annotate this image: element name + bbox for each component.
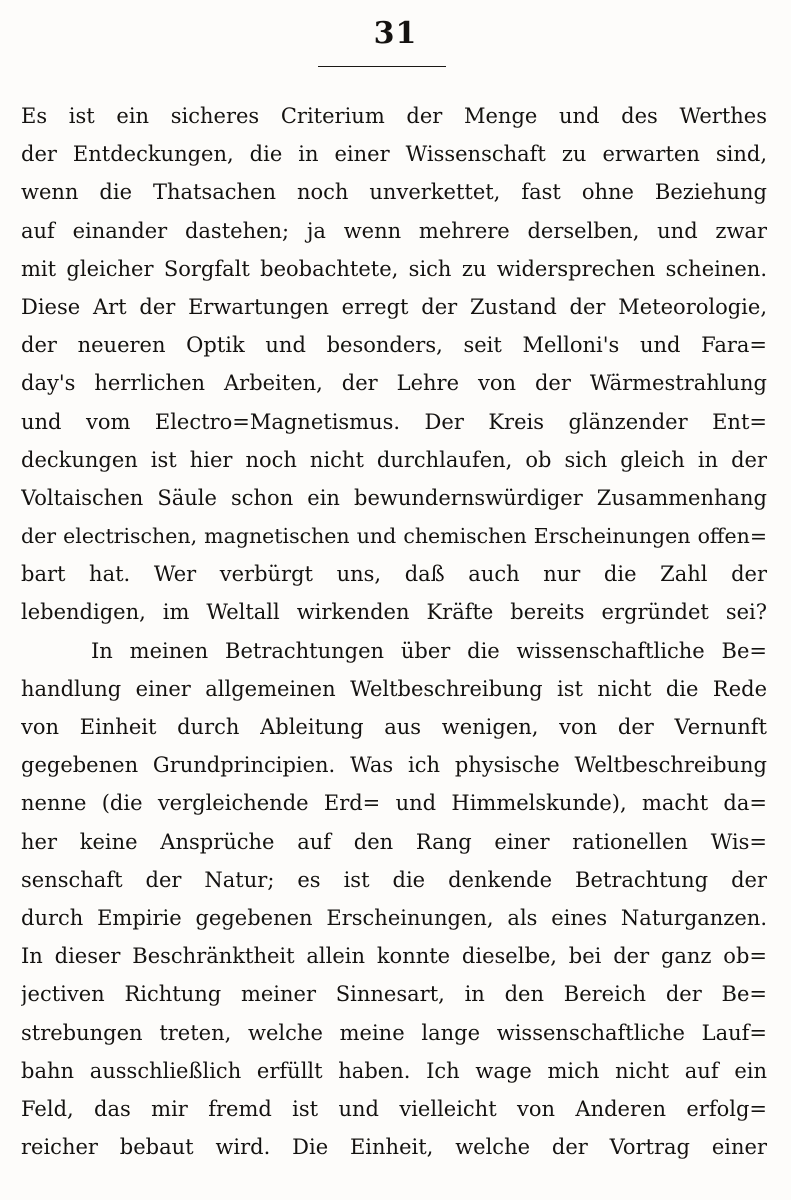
text-line: jectiven Richtung meiner Sinnesart, in den Bereich der Be= <box>21 982 767 1007</box>
text-line: auf einander dastehen; ja wenn mehrere derselben, und zwar <box>21 218 767 243</box>
text-line: und vom Electro=Magnetismus. Der Kreis glänzender Ent= <box>21 409 767 434</box>
page-number: 31 <box>373 16 418 51</box>
text-line: reicher bebaut wird. Die Einheit, welche der Vortrag einer <box>21 1135 767 1160</box>
text-line: von Einheit durch Ableitung aus wenigen, von der Vernunft <box>21 715 767 739</box>
text-line: strebungen treten, welche meine lange wissenschaftliche Lauf= <box>21 1020 767 1045</box>
text-line: nenne (die vergleichende Erd= und Himmelskunde), macht da= <box>21 791 767 816</box>
text-line: der Entdeckungen, die in einer Wissenschaft zu erwarten sind, <box>21 142 767 167</box>
text-line: deckungen ist hier noch nicht durchlaufen, ob sich gleich in der <box>21 447 767 472</box>
text-line: gegebenen Grundprincipien. Was ich physische Weltbeschreibung <box>21 753 767 778</box>
text-line: her keine Ansprüche auf den Rang einer rationellen Wis= <box>21 829 767 854</box>
text-line: Feld, das mir fremd ist und vielleicht von Anderen erfolg= <box>21 1096 767 1121</box>
text-line: bart hat. Wer verbürgt uns, daß auch nur die Zahl der <box>21 562 767 587</box>
text-line: lebendigen, im Weltall wirkenden Kräfte bereits ergründet sei? <box>21 600 767 625</box>
text-line: wenn die Thatsachen noch unverkettet, fast ohne Beziehung <box>21 180 767 205</box>
text-line: bahn ausschließlich erfüllt haben. Ich wage mich nicht auf ein <box>21 1058 767 1083</box>
text-line: day's herrlichen Arbeiten, der Lehre von der Wärmestrahlung <box>21 371 767 396</box>
text-line: Voltaischen Säule schon ein bewundernswürdiger Zusammenhang <box>21 485 767 510</box>
body-text <box>21 97 767 1166</box>
text-line: der neueren Optik und besonders, seit Melloni's und Fara= <box>21 333 767 358</box>
text-line: Diese Art der Erwartungen erregt der Zustand der Meteorologie, <box>21 294 767 319</box>
text-line: durch Empirie gegebenen Erscheinungen, als eines Naturganzen. <box>21 905 767 930</box>
text-line: handlung einer allgemeinen Weltbeschreibung ist nicht die Rede <box>21 676 767 701</box>
text-line: In dieser Beschränktheit allein konnte dieselbe, bei der ganz ob= <box>21 944 767 969</box>
header-rule <box>318 66 446 67</box>
text-line: mit gleicher Sorgfalt beobachtete, sich zu widersprechen scheinen. <box>21 256 767 281</box>
text-line: Es ist ein sicheres Criterium der Menge und des Werthes <box>21 104 767 128</box>
text-line: der electrischen, magnetischen und chemischen Erscheinungen offen= <box>21 524 767 549</box>
text-line: In meinen Betrachtungen über die wissenschaftliche Be= <box>91 638 767 663</box>
text-line: senschaft der Natur; es ist die denkende Betrachtung der <box>21 867 767 892</box>
